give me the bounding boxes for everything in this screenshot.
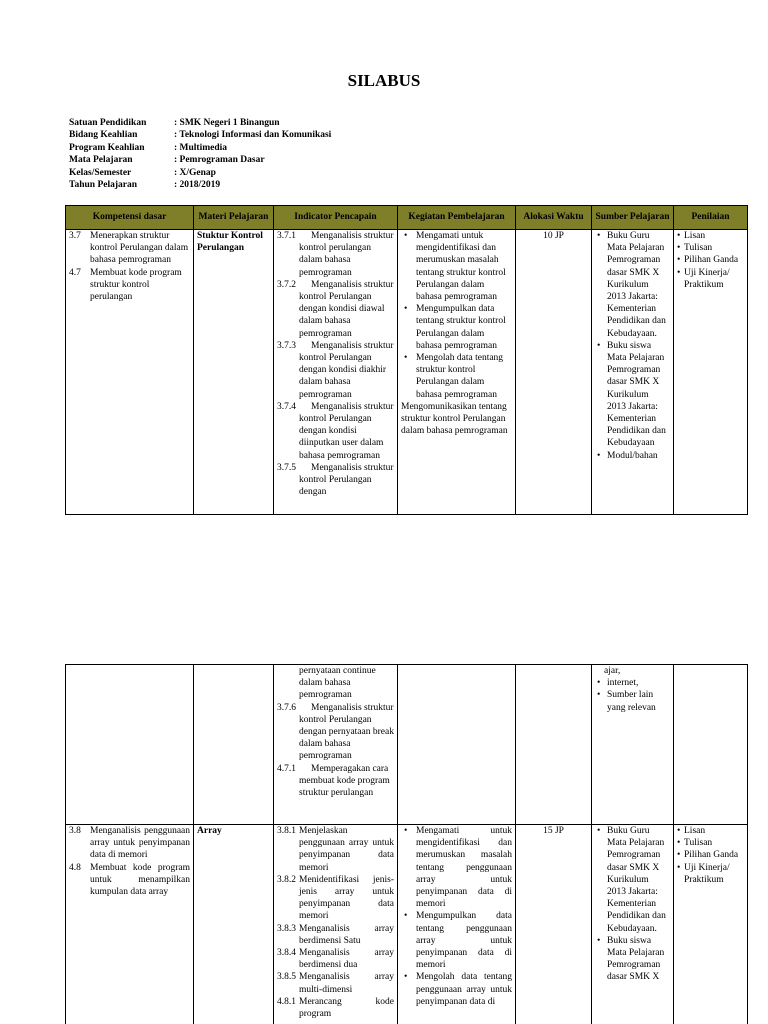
indikator-text: Menganalisis struktur kontrol Perulangan dengan pernyataan break dalam bahasa pemrograman bbox=[299, 702, 394, 762]
page-title: SILABUS bbox=[347, 71, 421, 90]
list-item: • Pilihan Ganda bbox=[677, 254, 744, 266]
indikator-number: 3.8.2 bbox=[277, 874, 296, 885]
penilaian-cell bbox=[674, 230, 748, 515]
indikator-item bbox=[277, 825, 394, 874]
kd-text: Menerapkan struktur kontrol Perulangan dalam bahasa pemrograman bbox=[90, 231, 189, 266]
indikator-item bbox=[277, 401, 394, 462]
penilaian-list bbox=[677, 230, 744, 291]
indikator-text: Menganalisis array multi-dimensi bbox=[299, 972, 394, 995]
penilaian-cell bbox=[674, 665, 748, 825]
kd-item bbox=[69, 267, 190, 304]
info-value: : SMK Negeri 1 Binangun bbox=[174, 118, 280, 128]
info-row bbox=[69, 154, 331, 166]
indikator-number: 3.7.4 bbox=[277, 401, 296, 412]
kd-number: 3.8 bbox=[69, 826, 81, 836]
indikator-item bbox=[277, 763, 394, 800]
indikator-text: Menganalisis struktur kontrol perulangan dalam bahasa pemrograman bbox=[299, 231, 394, 278]
header-sumber: Sumber Pelajaran bbox=[592, 206, 674, 230]
kd-item bbox=[69, 862, 190, 899]
indikator-text: Merancang kode program bbox=[299, 996, 394, 1020]
header-indikator: Indicator Pencapain bbox=[274, 206, 398, 230]
indikator-item bbox=[277, 230, 394, 279]
info-value: : 2018/2019 bbox=[174, 180, 221, 191]
materi-cell: Array bbox=[194, 825, 274, 1024]
indikator-item bbox=[277, 462, 394, 499]
indikator-text: Menganalisis struktur kontrol Perulangan dengan kondisi diinputkan user dalam bahasa pemrograman bbox=[299, 401, 394, 461]
penilaian-cell bbox=[674, 825, 748, 1024]
indikator-text: Menganalisis array berdimensi dua bbox=[299, 948, 394, 971]
kd-cell bbox=[66, 825, 194, 1024]
kd-cell bbox=[66, 230, 194, 515]
list-item: • Uji Kinerja/ Praktikum bbox=[677, 862, 744, 886]
indikator-item bbox=[277, 279, 394, 340]
list-item: • Buku siswa Mata Pelajaran Pemrograman dasar SMK X Kurikulum 2013 Jakarta: Kementerian Pendidikan dan Kebudayaan bbox=[595, 340, 670, 450]
sumber-cell bbox=[592, 665, 674, 825]
indikator-item bbox=[277, 923, 394, 947]
info-row bbox=[69, 117, 331, 129]
table-header-row bbox=[66, 206, 748, 230]
table-row bbox=[66, 825, 748, 1024]
sumber-list bbox=[595, 230, 670, 462]
indikator-item bbox=[277, 340, 394, 401]
indikator-number: 3.8.1 bbox=[277, 826, 296, 836]
list-item: • Uji Kinerja/ Praktikum bbox=[677, 267, 744, 291]
indikator-text: Menjelaskan penggunaan array untuk penyimpanan data memori bbox=[299, 826, 394, 873]
indikator-number: 3.8.5 bbox=[277, 972, 296, 983]
info-value: : Pemrograman Dasar bbox=[174, 155, 265, 166]
kegiatan-list bbox=[401, 825, 512, 1008]
kegiatan-cell bbox=[398, 230, 516, 515]
info-row bbox=[69, 129, 331, 141]
indikator-item bbox=[277, 947, 394, 971]
list-item: • Mengolah data tentang penggunaan array untuk penyimpanan data di bbox=[401, 971, 512, 1008]
table-row bbox=[66, 230, 748, 515]
indikator-cell bbox=[274, 825, 398, 1024]
kd-number: 4.8 bbox=[69, 862, 81, 873]
list-item: • internet, bbox=[595, 677, 670, 689]
info-label: Mata Pelajaran bbox=[69, 155, 133, 166]
info-value: : Teknologi Informasi dan Komunikasi bbox=[174, 130, 332, 141]
kd-number: 4.7 bbox=[69, 267, 81, 278]
info-label: Tahun Pelajaran bbox=[69, 180, 138, 191]
materi-cell bbox=[194, 665, 274, 825]
indikator-cell bbox=[274, 665, 398, 825]
sumber-cell bbox=[592, 825, 674, 1024]
indikator-text: Menidentifikasi jenis-jenis array untuk penyimpanan data memori bbox=[299, 874, 394, 922]
indikator-text: Menganalisis array berdimensi Satu bbox=[299, 923, 394, 946]
list-item: • Lisan bbox=[677, 825, 744, 837]
info-label: Program Keahlian bbox=[69, 142, 145, 153]
header-kompetensi: Kompetensi dasar bbox=[66, 206, 194, 230]
list-item: • Mengumpulkan data tentang struktur kontrol Perulangan dalam bahasa pemrograman bbox=[401, 303, 512, 352]
kd-text: Membuat kode program struktur kontrol perulangan bbox=[90, 267, 182, 303]
indikator-lead: pernyataan continue dalam bahasa pemrograman bbox=[299, 666, 376, 701]
list-item: • Tulisan bbox=[677, 837, 744, 849]
sumber-cell bbox=[592, 230, 674, 515]
kd-item bbox=[69, 230, 190, 267]
list-item: • Modul/bahan bbox=[595, 450, 670, 462]
kd-text: Membuat kode program untuk menampilkan kumpulan data array bbox=[90, 862, 190, 898]
alokasi-cell: 10 JP bbox=[516, 230, 592, 515]
indikator-item bbox=[277, 971, 394, 995]
info-row bbox=[69, 167, 331, 179]
indikator-item bbox=[277, 874, 394, 923]
alokasi-cell bbox=[516, 665, 592, 825]
list-item: • Pilihan Ganda bbox=[677, 849, 744, 861]
indikator-number: 3.7.3 bbox=[277, 340, 296, 351]
indikator-number: 3.8.4 bbox=[277, 948, 296, 959]
list-item: • Mengumpulkan data tentang penggunaan array untuk penyimpanan data di memori bbox=[401, 910, 512, 971]
syllabus-table-page2 bbox=[65, 664, 748, 1024]
header-kegiatan: Kegiatan Pembelajaran bbox=[398, 206, 516, 230]
table-row bbox=[66, 665, 748, 825]
indikator-number: 3.8.3 bbox=[277, 923, 296, 934]
info-value: : X/Genap bbox=[174, 167, 216, 178]
indikator-number: 4.7.1 bbox=[277, 763, 296, 774]
info-label: Kelas/Semester bbox=[69, 167, 132, 178]
indikator-number: 3.7.5 bbox=[277, 462, 296, 473]
kegiatan-cell bbox=[398, 825, 516, 1024]
indikator-item bbox=[277, 702, 394, 763]
indikator-number: 3.7.1 bbox=[277, 231, 296, 241]
info-row bbox=[69, 179, 331, 191]
indikator-text: Menganalisis struktur kontrol Perulangan dengan bbox=[299, 462, 394, 498]
list-item: • Sumber lain yang relevan bbox=[595, 689, 670, 713]
list-item: • Mengamati untuk mengidentifikasi dan merumuskan masalah tentang struktur kontrol Perulangan dalam bahasa pemrograman bbox=[401, 230, 512, 303]
indikator-text: Menganalisis struktur kontrol Perulangan dengan kondisi diawal dalam bahasa pemrograman bbox=[299, 279, 394, 339]
info-label: Bidang Keahlian bbox=[69, 130, 138, 141]
info-value: : Multimedia bbox=[174, 142, 228, 153]
materi-cell: Stuktur Kontrol Perulangan bbox=[194, 230, 274, 515]
penilaian-list bbox=[677, 825, 744, 886]
indikator-number: 4.8.1 bbox=[277, 996, 296, 1007]
list-item: • Buku siswa Mata Pelajaran Pemrograman dasar SMK X bbox=[595, 935, 670, 984]
list-item: • Buku Guru Mata Pelajaran Pemrograman dasar SMK X Kurikulum 2013 Jakarta: Kementerian Pendidikan dan Kebudayaan. bbox=[595, 825, 670, 935]
indikator-cell bbox=[274, 230, 398, 515]
syllabus-table-page1 bbox=[65, 205, 748, 515]
indikator-text: Menganalisis struktur kontrol Perulangan dengan kondisi diakhir dalam bahasa pemrograman bbox=[299, 340, 394, 400]
sumber-list bbox=[595, 677, 670, 714]
kd-text: Menganalisis penggunaan array untuk penyimpanan data di memori bbox=[90, 826, 190, 861]
info-row bbox=[69, 142, 331, 154]
indikator-item bbox=[277, 996, 394, 1020]
header-penilaian: Penilaian bbox=[674, 206, 748, 230]
list-item: • Mengamati untuk mengidentifikasi dan merumuskan masalah tentang penggunaan array untuk penyimpanan data di memori bbox=[401, 825, 512, 910]
list-item: • Tulisan bbox=[677, 242, 744, 254]
kd-item bbox=[69, 825, 190, 862]
identity-block bbox=[69, 117, 331, 191]
sumber-list bbox=[595, 825, 670, 984]
kd-cell bbox=[66, 665, 194, 825]
kd-number: 3.7 bbox=[69, 231, 81, 241]
sumber-lead: ajar, bbox=[604, 666, 621, 676]
list-item: • Buku Guru Mata Pelajaran Pemrograman dasar SMK X Kurikulum 2013 Jakarta: Kementerian Pendidikan dan Kebudayaan. bbox=[595, 230, 670, 340]
kegiatan-tail: Mengomunikasikan tentang struktur kontrol Perulangan dalam bahasa pemrograman bbox=[401, 401, 508, 437]
indikator-number: 3.7.2 bbox=[277, 279, 296, 290]
alokasi-cell: 15 JP bbox=[516, 825, 592, 1024]
list-item: • Mengolah data tentang struktur kontrol Perulangan dalam bahasa pemrograman bbox=[401, 352, 512, 401]
header-alokasi: Alokasi Waktu bbox=[516, 206, 592, 230]
header-materi: Materi Pelajaran bbox=[194, 206, 274, 230]
kegiatan-cell bbox=[398, 665, 516, 825]
list-item: • Lisan bbox=[677, 230, 744, 242]
kegiatan-list bbox=[401, 230, 512, 401]
indikator-number: 3.7.6 bbox=[277, 702, 296, 713]
info-label: Satuan Pendidikan bbox=[69, 118, 147, 128]
indikator-text: Memperagakan cara membuat kode program struktur perulangan bbox=[299, 763, 390, 799]
